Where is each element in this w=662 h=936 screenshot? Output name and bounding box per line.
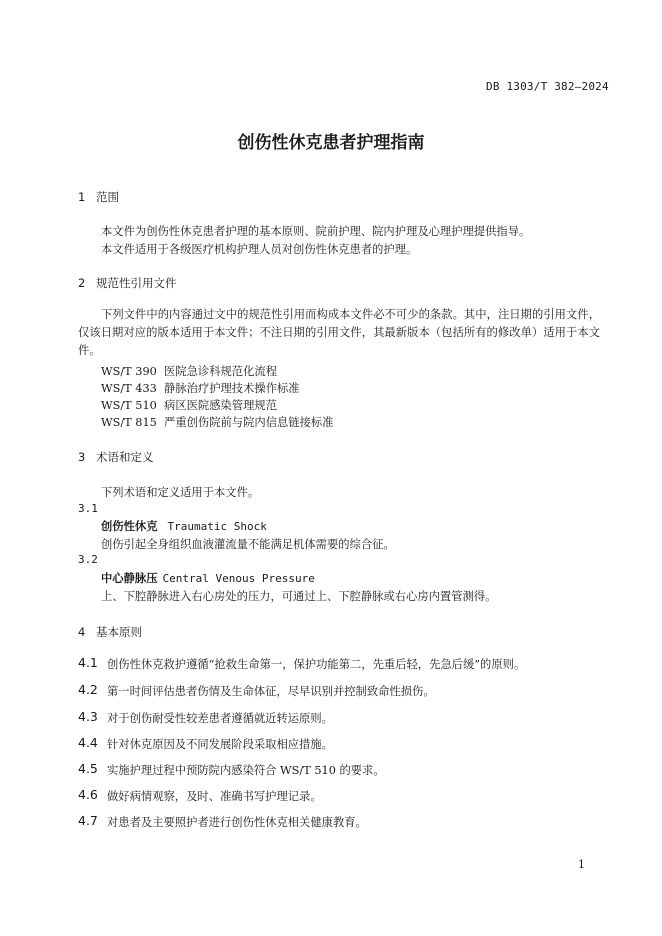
principle-number: 4.3: [78, 709, 98, 724]
document-code: DB 1303/T 382—2024: [486, 80, 609, 93]
term-definition: 创伤引起全身组织血液灌流量不能满足机体需要的综合征。: [101, 538, 395, 551]
section-title: 范围: [96, 190, 119, 204]
page-number: 1: [578, 858, 585, 871]
term-cn: 创伤性休克: [101, 520, 158, 533]
principle-number: 4.1: [78, 655, 98, 670]
section-1-paragraph-1: 本文件为创伤性休克患者护理的基本原则、院前护理、院内护理及心理护理提供指导。: [101, 225, 531, 238]
reference-item: WS/T 510 病区医院感染管理规范: [101, 399, 277, 412]
principle-number: 4.6: [78, 787, 98, 802]
section-title: 术语和定义: [96, 450, 154, 464]
principle-text: 针对休克原因及不同发展阶段采取相应措施。: [107, 738, 333, 751]
principle-number: 4.4: [78, 735, 98, 750]
principle-text: 第一时间评估患者伤情及生命体征，尽早识别并控制致命性损伤。: [107, 685, 435, 698]
section-number: 4: [78, 625, 86, 639]
principle-item: [78, 813, 618, 831]
reference-item: WS/T 390 医院急诊科规范化流程: [101, 365, 277, 378]
term-cn: 中心静脉压: [101, 572, 158, 585]
section-number: 1: [78, 190, 86, 204]
principle-text: 对患者及主要照护者进行创伤性休克相关健康教育。: [107, 816, 367, 829]
principle-item: [78, 735, 618, 753]
principle-item: [78, 761, 618, 779]
principle-item: [78, 787, 618, 805]
principle-text: 实施护理过程中预防院内感染符合 WS/T 510 的要求。: [107, 764, 385, 777]
principle-text: 对于创伤耐受性较差患者遵循就近转运原则。: [107, 712, 333, 725]
section-4-heading: [78, 624, 142, 640]
principle-number: 4.7: [78, 813, 98, 828]
term-number: 3.1: [78, 502, 98, 515]
term-title: [101, 518, 267, 534]
term-en: Central Venous Pressure: [162, 572, 315, 585]
principle-text: 创伤性休克救护遵循“抢救生命第一，保护功能第二，先重后轻，先急后缓”的原则。: [107, 658, 526, 671]
section-2-intro: 下列文件中的内容通过文中的规范性引用而构成本文件必不可少的条款。其中，注日期的引用文件，仅该日期对应的版本适用于本文件；不注日期的引用文件，其最新版本（包括所有的修改单）适用于本文件。: [78, 308, 600, 357]
section-title: 基本原则: [96, 625, 142, 639]
principle-number: 4.5: [78, 761, 98, 776]
principle-number: 4.2: [78, 682, 98, 697]
principle-text: 做好病情观察，及时、准确书写护理记录。: [107, 790, 322, 803]
reference-item: WS/T 433 静脉治疗护理技术操作标准: [101, 382, 300, 395]
principle-item: [78, 655, 618, 673]
section-3-intro: 下列术语和定义适用于本文件。: [101, 486, 260, 499]
document-title: 创伤性休克患者护理指南: [237, 133, 425, 153]
term-number: 3.2: [78, 553, 98, 566]
section-1-paragraph-2: 本文件适用于各级医疗机构护理人员对创伤性休克患者的护理。: [101, 243, 418, 256]
section-1-heading: [78, 189, 119, 205]
reference-item: WS/T 815 严重创伤院前与院内信息链接标准: [101, 416, 334, 429]
section-2-heading: [78, 275, 177, 291]
term-definition: 上、下腔静脉进入右心房处的压力，可通过上、下腔静脉或右心房内置管测得。: [101, 590, 497, 603]
term-title: [101, 570, 315, 586]
section-3-heading: [78, 449, 154, 465]
section-number: 2: [78, 276, 86, 290]
term-en: Traumatic Shock: [167, 520, 267, 533]
principle-item: [78, 709, 618, 727]
section-title: 规范性引用文件: [96, 276, 177, 290]
section-number: 3: [78, 450, 86, 464]
principle-item: [78, 682, 618, 700]
